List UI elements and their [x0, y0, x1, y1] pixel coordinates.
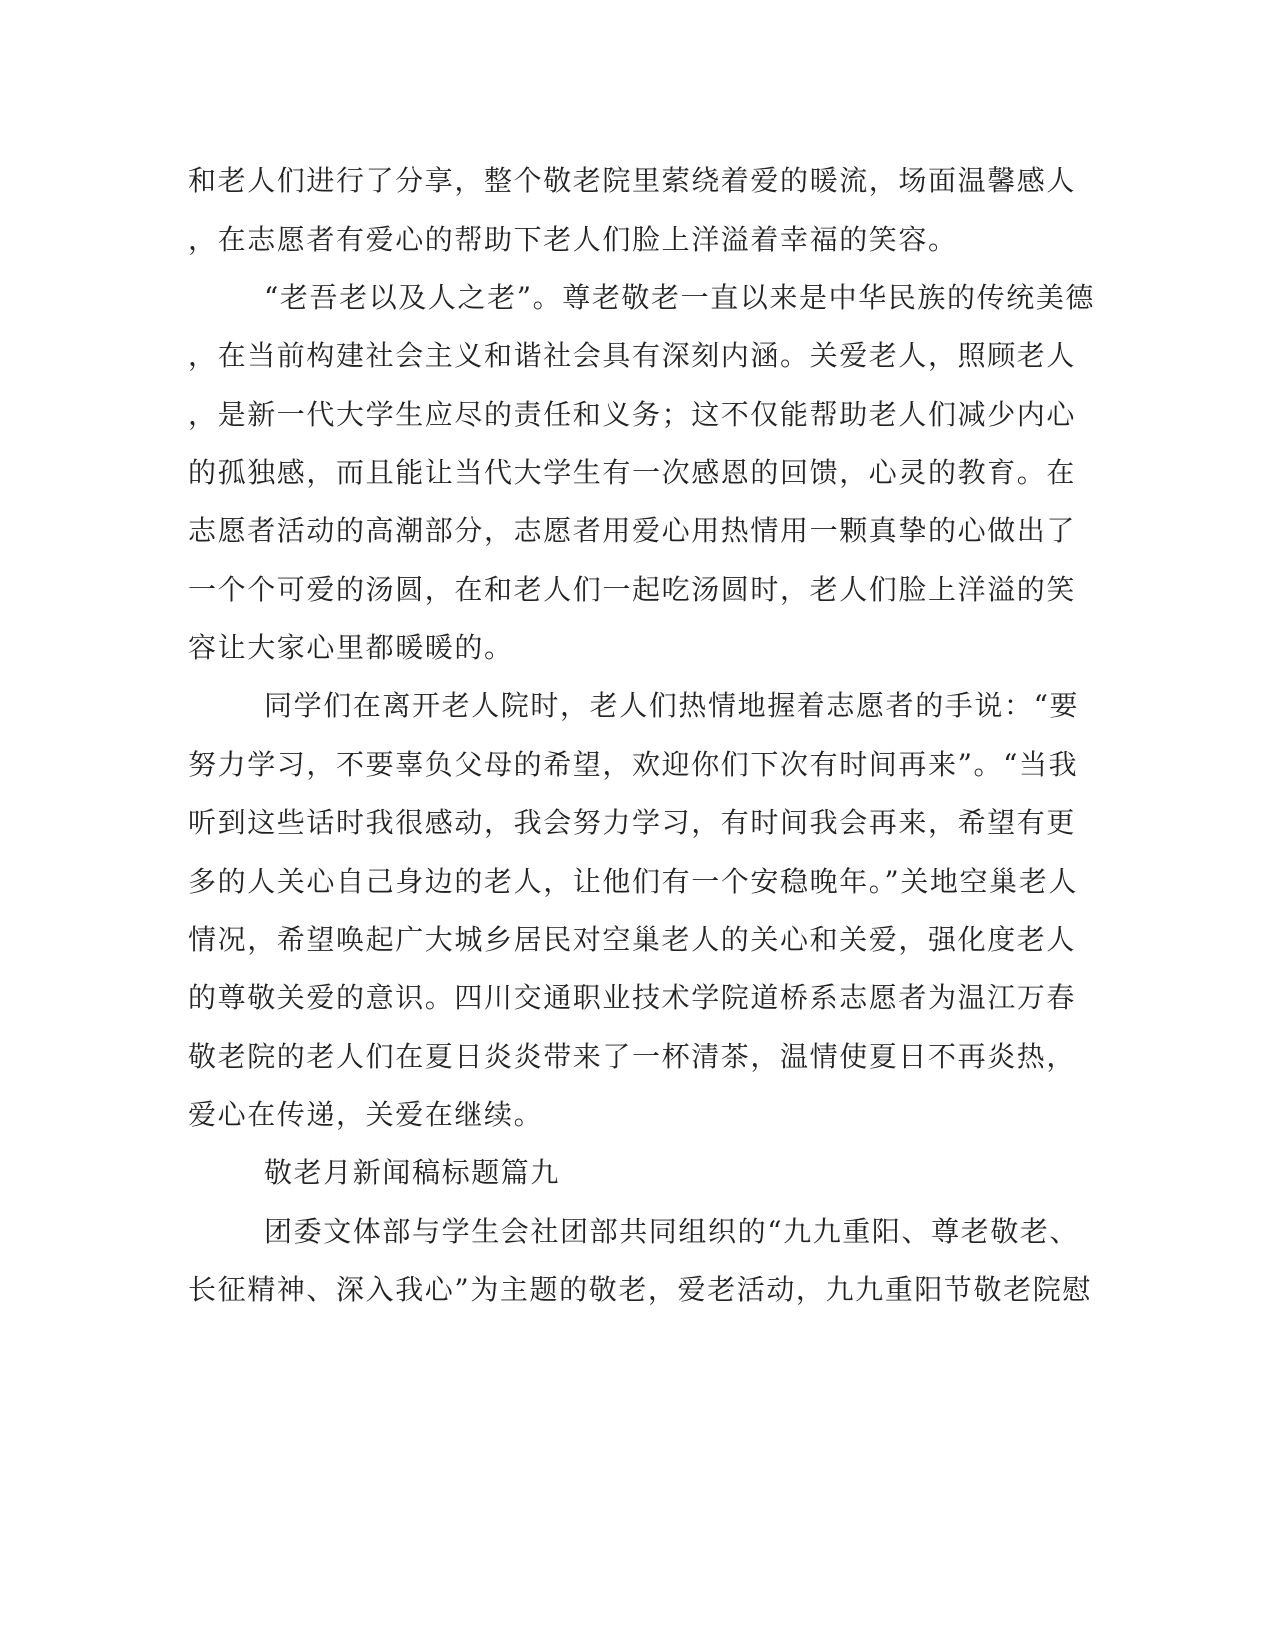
text-line: 多的人关心自己身边的老人，让他们有一个安稳晚年。”关地空巢老人 — [188, 865, 1078, 898]
text-line: 志愿者活动的高潮部分，志愿者用爱心用热情用一颗真挚的心做出了 — [188, 514, 1077, 547]
text-line: 长征精神、深入我心”为主题的敬老，爱老活动，九九重阳节敬老院慰 — [188, 1273, 1092, 1306]
section-heading: 敬老月新闻稿标题篇九 — [264, 1156, 561, 1189]
text-line: 一个个可爱的汤圆，在和老人们一起吃汤圆时，老人们脸上洋溢的笑 — [188, 573, 1077, 606]
text-line: 听到这些话时我很感动，我会努力学习，有时间我会再来，希望有更 — [188, 806, 1077, 839]
text-line: 爱心在传递，关爱在继续。 — [188, 1098, 544, 1131]
paragraph-first-line: 团委文体部与学生会社团部共同组织的“九九重阳、尊老敬老、 — [264, 1215, 1080, 1248]
text-line: 容让大家心里都暖暖的。 — [188, 631, 514, 664]
text-line: 努力学习，不要辜负父母的希望，欢迎你们下次有时间再来”。“当我 — [188, 748, 1079, 781]
text-line: 情况，希望唤起广大城乡居民对空巢老人的关心和关爱，强化度老人 — [188, 923, 1077, 956]
paragraph-first-line: 同学们在离开老人院时，老人们热情地握着志愿者的手说：“要 — [264, 689, 1080, 722]
text-line: 和老人们进行了分享，整个敬老院里萦绕着爱的暖流，场面温馨感人 — [188, 164, 1077, 197]
text-line: 的尊敬关爱的意识。四川交通职业技术学院道桥系志愿者为温江万春 — [188, 981, 1077, 1014]
text-line: ，在志愿者有爱心的帮助下老人们脸上洋溢着幸福的笑容。 — [188, 223, 958, 256]
text-line: 敬老院的老人们在夏日炎炎带来了一杯清茶，温情使夏日不再炎热， — [188, 1040, 1077, 1073]
text-line: ，在当前构建社会主义和谐社会具有深刻内涵。关爱老人，照顾老人 — [188, 339, 1077, 372]
text-line: 的孤独感，而且能让当代大学生有一次感恩的回馈，心灵的教育。在 — [188, 456, 1077, 489]
text-line: ，是新一代大学生应尽的责任和义务；这不仅能帮助老人们减少内心 — [188, 398, 1077, 431]
paragraph-first-line: “老吾老以及人之老”。尊老敬老一直以来是中华民族的传统美德 — [264, 281, 1096, 314]
